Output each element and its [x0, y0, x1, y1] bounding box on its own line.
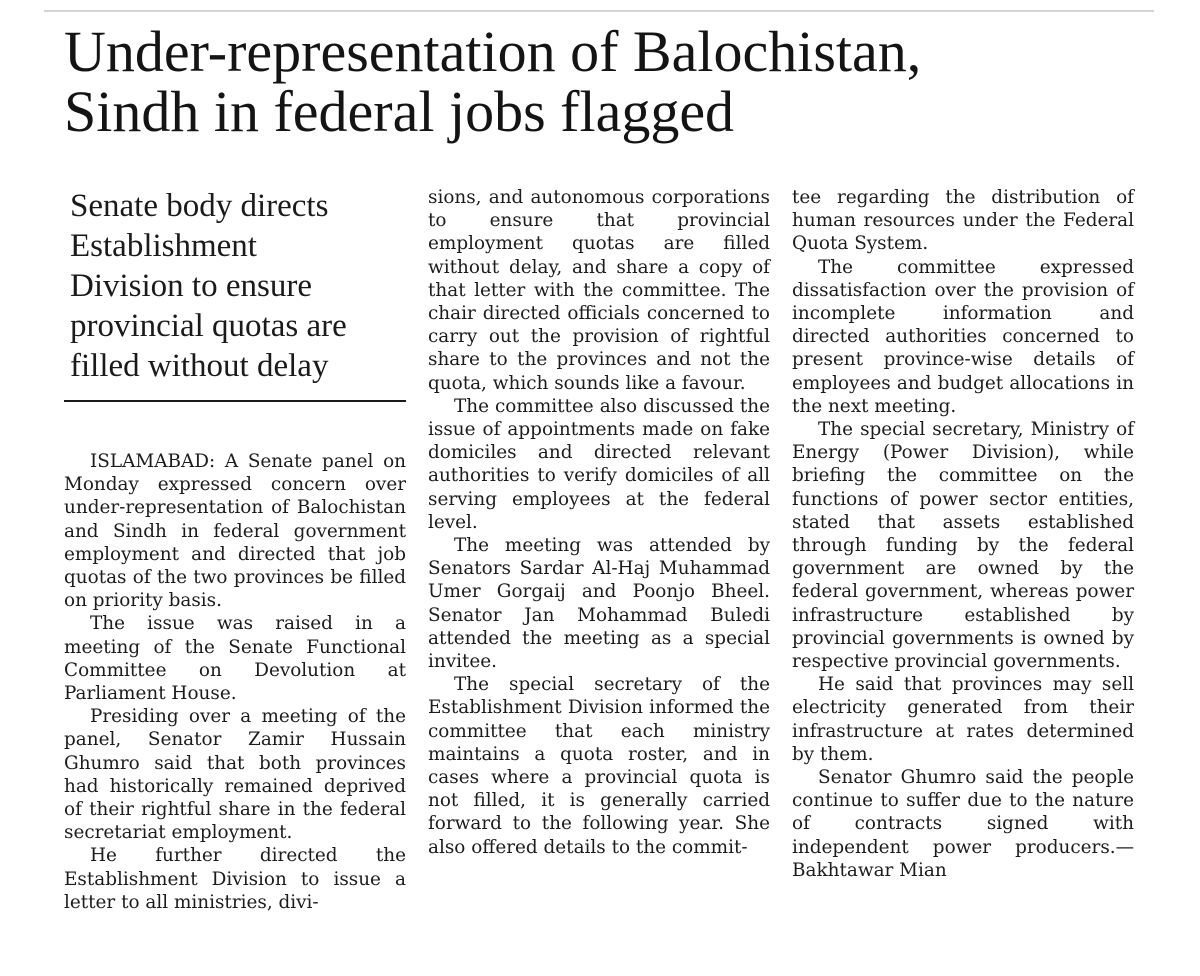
body-paragraph: The committee also discussed the issue of appointments made on fake domiciles and directed relevant authorities to verify domiciles of all serving employees at the federal level. — [428, 395, 770, 533]
article-column-1 — [64, 186, 406, 914]
body-paragraph: He further directed the Establishment Division to issue a letter to all ministries, divi- — [64, 845, 406, 913]
body-paragraph: The committee expressed dissatisfaction over the provision of incomplete information and directed authorities concerned to present province-wise details of employees and budget allocations in the next meeting. — [792, 256, 1134, 417]
article-column-3 — [792, 186, 1134, 882]
deck-line: filled without delay — [70, 348, 329, 384]
body-paragraph: The meeting was attended by Senators Sardar Al-Haj Muhammad Umer Gorgaij and Poonjo Bheel. Senator Jan Mohammad Buledi attended the meeting as a special invitee. — [428, 535, 770, 673]
body-paragraph: ISLAMABAD: A Senate panel on Monday expressed concern over under-representation of Balochistan and Sindh in federal government employment and directed that job quotas of the two provinces be filled on priority basis. — [64, 451, 406, 612]
deck-line: provincial quotas are — [70, 308, 347, 344]
deck-line: Establishment — [70, 228, 257, 264]
headline — [64, 19, 1164, 144]
body-paragraph: The special secretary of the Establishment Division informed the committee that each ministry maintains a quota roster, and in cases where a provincial quota is not filled, it is generally carried forward to the following year. She also offered details to the commit- — [428, 674, 770, 858]
body-paragraph: Presiding over a meeting of the panel, Senator Zamir Hussain Ghumro said that both provinces had historically remained deprived of their rightful share in the federal secretariat employment. — [64, 706, 406, 844]
body-paragraph-continued: tee regarding the distribution of human resources under the Federal Quota System. — [792, 187, 1134, 255]
body-paragraph: The special secretary, Ministry of Energy (Power Division), while briefing the committee on the functions of power sector entities, stated that assets established through funding by the federal government are owned by the federal government, whereas power infrastructure established by provincial governments is owned by respective provincial governments. — [792, 419, 1134, 673]
body-paragraph-continued: sions, and autonomous corporations to ensure that provincial employment quotas are filled without delay, and share a copy of that letter with the committee. The chair directed officials concerned to carry out the provision of rightful share to the provinces and not the quota, which sounds like a favour. — [428, 187, 770, 394]
deck-line: Senate body directs — [70, 188, 329, 224]
body-paragraph: The issue was raised in a meeting of the Senate Functional Committee on Devolution at Parliament House. — [64, 613, 406, 705]
headline-line-2: Sindh in federal jobs flagged — [64, 79, 735, 144]
deck-line: Division to ensure — [70, 268, 312, 304]
body-paragraph: He said that provinces may sell electricity generated from their infrastructure at rates determined by them. — [792, 674, 1134, 765]
top-divider — [44, 10, 1154, 12]
article-column-2 — [428, 186, 770, 859]
headline-line-1: Under-representation of Balochistan, — [64, 19, 922, 84]
subheadline-deck — [64, 186, 406, 402]
body-paragraph: Senator Ghumro said the people continue to suffer due to the nature of contracts signed with independent power producers.—Bakhtawar Mian — [792, 767, 1134, 881]
